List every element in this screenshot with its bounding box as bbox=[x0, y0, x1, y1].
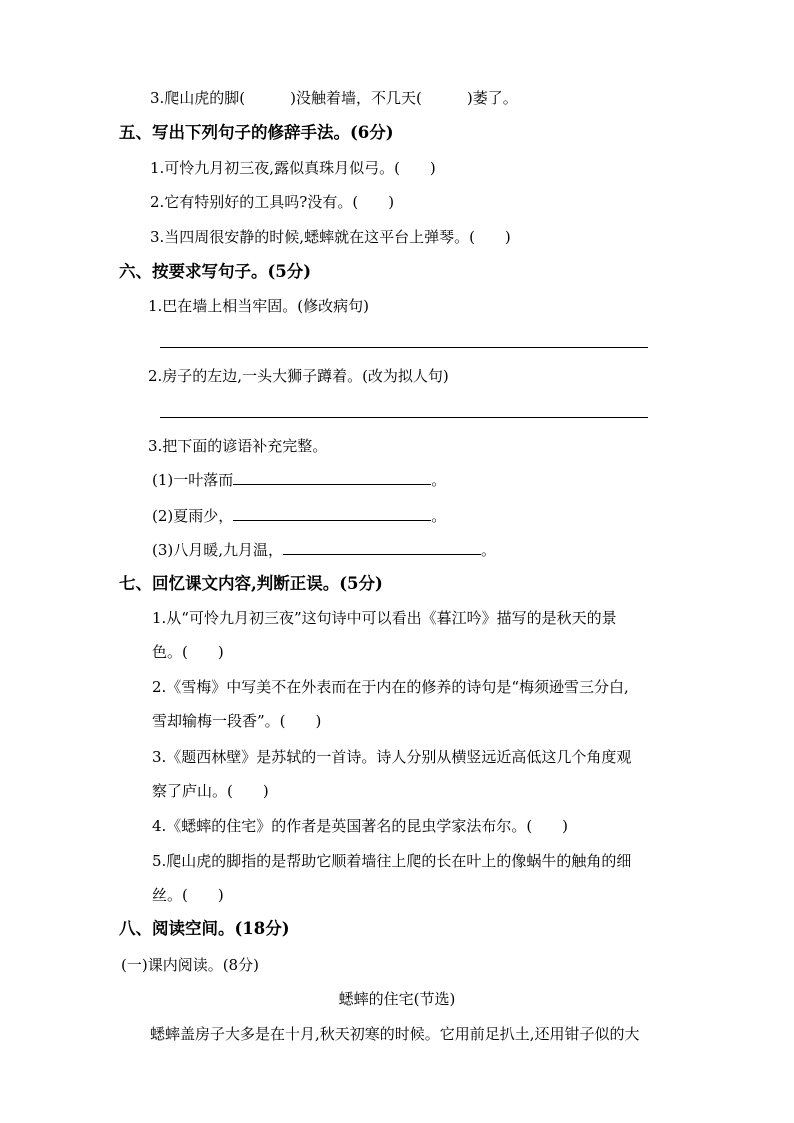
proverb-3-blank[interactable] bbox=[283, 540, 481, 555]
proverb-1-blank[interactable] bbox=[233, 470, 431, 485]
sec7-line-4: 雪却输梅一段香”。( ) bbox=[152, 712, 322, 730]
sec7-line-2: 色。( ) bbox=[152, 643, 224, 661]
sec7-line-8: 5.爬山虎的脚指的是帮助它顺着墙往上爬的长在叶上的像蜗牛的触角的细 bbox=[152, 852, 632, 870]
sec7-line-5: 3.《题西林壁》是苏轼的一首诗。诗人分别从横竖远近高低这几个角度观 bbox=[152, 748, 632, 766]
passage-line-1: 蟋蟀盖房子大多是在十月,秋天初寒的时候。它用前足扒土,还用钳子似的大 bbox=[150, 1025, 640, 1043]
sec6-item-2: 2.房子的左边,一头大狮子蹲着。(改为拟人句) bbox=[148, 367, 449, 385]
sec6-item-1: 1.巴在墙上相当牢固。(修改病句) bbox=[148, 297, 370, 315]
sec5-item-1: 1.可怜九月初三夜,露似真珠月似弓。( ) bbox=[150, 159, 436, 177]
sec7-line-7: 4.《蟋蟀的住宅》的作者是英国著名的昆虫学家法布尔。( ) bbox=[152, 817, 569, 835]
sec7-line-1: 1.从“可怜九月初三夜”这句诗中可以看出《暮江吟》描写的是秋天的景 bbox=[152, 609, 617, 627]
sec7-line-6: 察了庐山。( ) bbox=[152, 782, 269, 800]
proverb-1 bbox=[152, 470, 446, 490]
sec7-line-3: 2.《雪梅》中写美不在外表而在于内在的修养的诗句是“梅须逊雪三分白, bbox=[152, 678, 629, 696]
proverb-3-suffix: 。 bbox=[481, 541, 497, 559]
proverb-2-prefix: (2)夏雨少， bbox=[152, 507, 234, 525]
sec8-subsection-1: (一)课内阅读。(8分) bbox=[121, 956, 259, 974]
proverb-2-suffix: 。 bbox=[431, 507, 447, 525]
proverb-2-blank[interactable] bbox=[233, 506, 431, 521]
sec7-line-9: 丝。( ) bbox=[152, 886, 224, 904]
proverb-1-suffix: 。 bbox=[431, 471, 447, 489]
answer-line-1[interactable] bbox=[160, 347, 648, 348]
proverb-1-prefix: (1)一叶落而 bbox=[152, 471, 234, 489]
proverb-3-prefix: (3)八月暖,九月温， bbox=[152, 541, 284, 559]
passage-title: 蟋蟀的住宅(节选) bbox=[338, 990, 456, 1008]
section-6-title: 六、按要求写句子。(5分) bbox=[119, 262, 312, 281]
section-5-title: 五、写出下列句子的修辞手法。(6分) bbox=[119, 123, 394, 142]
answer-line-2[interactable] bbox=[160, 417, 648, 418]
sec6-item-3: 3.把下面的谚语补充完整。 bbox=[148, 437, 328, 455]
sec5-item-2: 2.它有特别好的工具吗?没有。( ) bbox=[150, 193, 395, 211]
proverb-2 bbox=[152, 506, 446, 526]
q4-item-3: 3.爬山虎的脚( )没触着墙，不几天( )萎了。 bbox=[150, 89, 518, 107]
proverb-3 bbox=[152, 540, 496, 560]
sec5-item-3: 3.当四周很安静的时候,蟋蟀就在这平台上弹琴。( ) bbox=[150, 228, 511, 246]
section-8-title: 八、阅读空间。(18分) bbox=[119, 919, 290, 938]
section-7-title: 七、回忆课文内容,判断正误。(5分) bbox=[119, 574, 383, 593]
